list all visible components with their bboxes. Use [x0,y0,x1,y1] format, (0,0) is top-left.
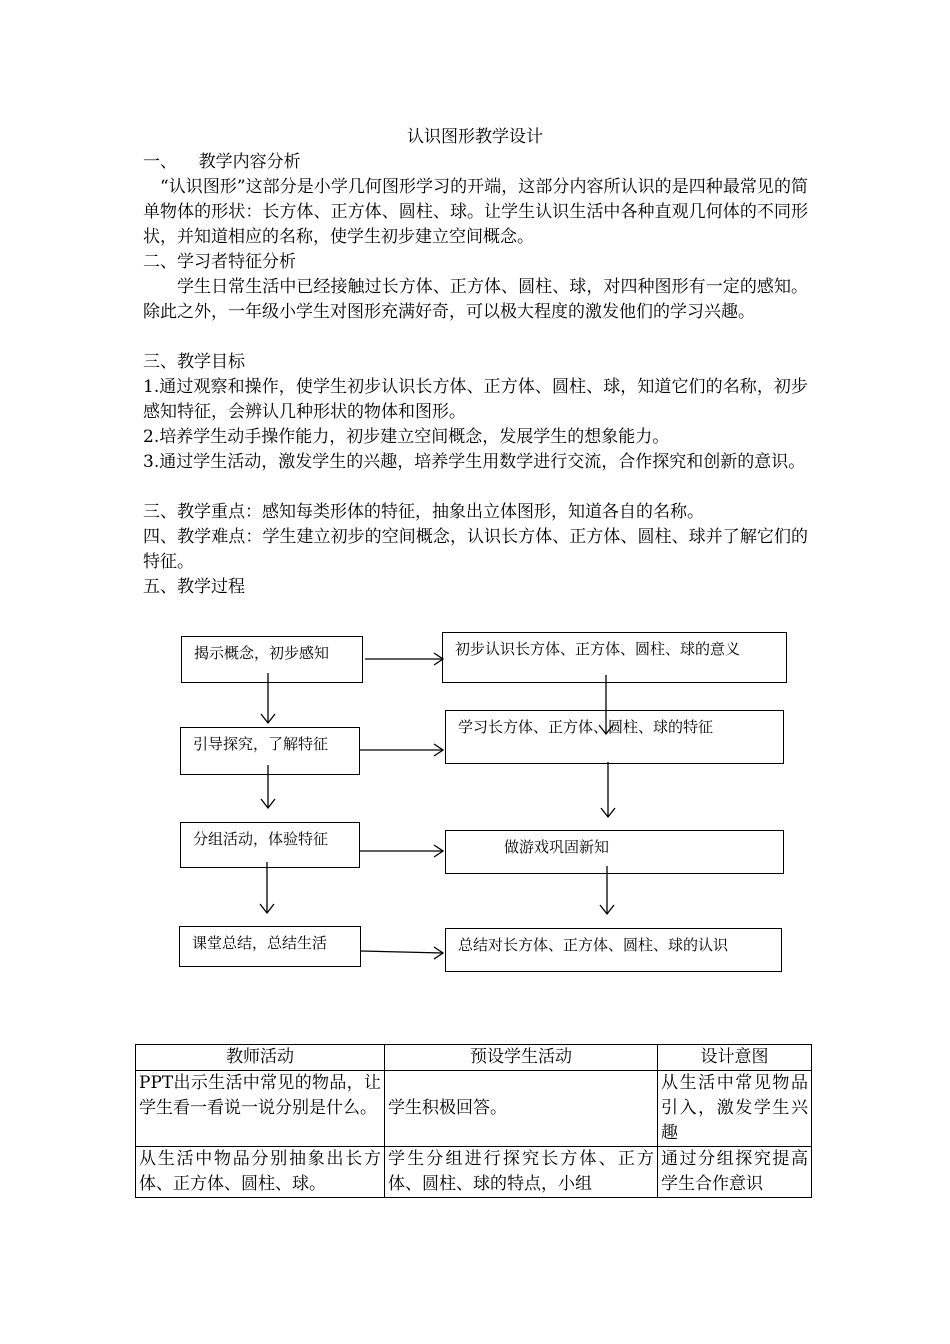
header-teacher-activity: 教师活动 [136,1045,385,1071]
section-heading-goals: 三、教学目标 [143,352,245,372]
section-body-learner-analysis: 学生日常生活中已经接触过长方体、正方体、圆柱、球，对四种图形有一定的感知。除此之外，一年级小学生对图形充满好奇，可以极大程度的激发他们的学习兴趣。 [143,277,808,322]
flow-right-step-4: 总结对长方体、正方体、圆柱、球的认识 [445,928,782,972]
flow-left-step-1: 揭示概念，初步感知 [181,636,363,683]
flow-left-step-2: 引导探究，了解特征 [180,727,360,775]
table-header-row [136,1045,812,1071]
flow-right-step-1: 初步认识长方体、正方体、圆柱、球的意义 [442,632,787,683]
page-title: 认识图形教学设计 [407,127,543,147]
section-body-content-analysis: “认识图形”这部分是小学几何图形学习的开端，这部分内容所认识的是四种最常见的简单物体的形状：长方体、正方体、圆柱、球。让学生认识生活中各种直观几何体的不同形状，并知道相应的名称，使学生初步建立空间概念。 [143,177,808,247]
header-design-intent: 设计意图 [658,1045,812,1071]
section-heading-process: 五、教学过程 [143,577,245,597]
table-row [136,1147,812,1198]
table-cell: PPT出示生活中常见的物品，让学生看一看说一说分别是什么。 [136,1071,385,1147]
flow-left-step-3: 分组活动，体验特征 [180,822,360,868]
teaching-process-table [135,1044,812,1198]
goal-item-3: 3.通过学生活动，激发学生的兴趣，培养学生用数学进行交流，合作探究和创新的意识。 [143,452,806,472]
section-heading-key-points: 三、教学重点：感知每类形体的特征，抽象出立体图形，知道各自的名称。 [143,502,704,522]
table-row [136,1071,812,1147]
goal-item-1: 1.通过观察和操作，使学生初步认识长方体、正方体、圆柱、球，知道它们的名称，初步感知特征，会辨认几种形状的物体和图形。 [143,377,808,422]
header-student-activity: 预设学生活动 [385,1045,658,1071]
table-cell: 通过分组探究提高学生合作意识 [658,1147,812,1198]
table-cell: 从生活中常见物品引入，激发学生兴趣 [658,1071,812,1147]
arrow-h-4 [361,951,443,953]
goal-item-2: 2.培养学生动手操作能力，初步建立空间概念，发展学生的想象能力。 [143,427,670,447]
table-cell: 从生活中物品分别抽象出长方体、正方体、圆柱、球。 [136,1147,385,1198]
section-heading-content-analysis: 一、 教学内容分析 [143,152,301,172]
flow-right-step-2: 学习长方体、正方体、圆柱、球的特征 [445,710,784,764]
flow-left-step-4: 课堂总结，总结生活 [179,926,361,967]
section-heading-difficulties: 四、教学难点：学生建立初步的空间概念，认识长方体、正方体、圆柱、球并了解它们的特征。 [143,527,808,572]
flow-right-step-3: 做游戏巩固新知 [445,830,784,874]
section-heading-learner-analysis: 二、学习者特征分析 [143,252,296,272]
table-cell: 学生分组进行探究长方体、正方体、圆柱、球的特点，小组 [385,1147,658,1198]
table-cell: 学生积极回答。 [385,1071,658,1147]
